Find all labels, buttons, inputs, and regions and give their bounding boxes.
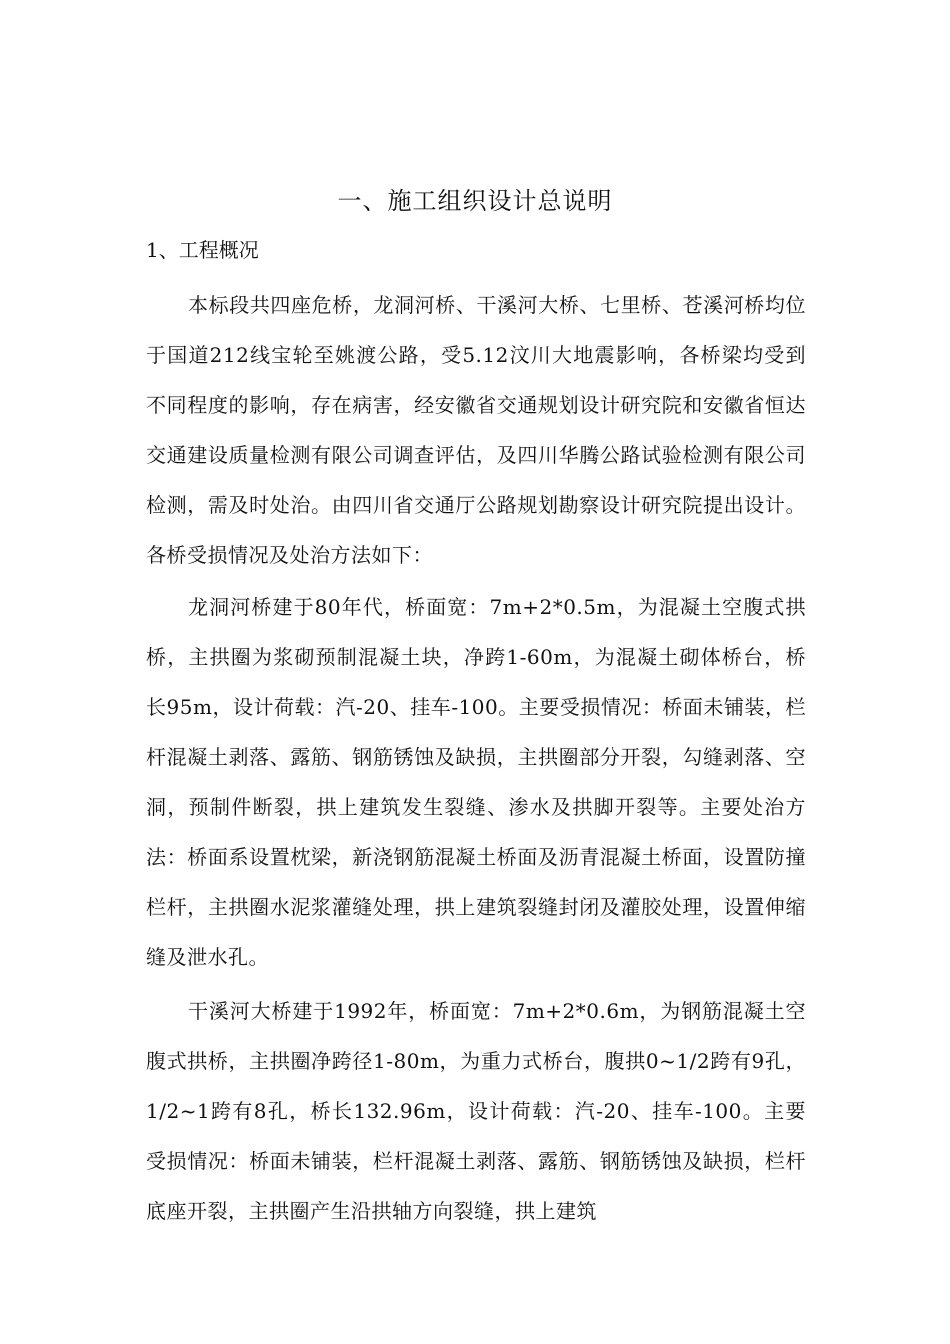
document-title: 一、施工组织设计总说明 xyxy=(337,187,613,215)
paragraph: 龙洞河桥建于80年代，桥面宽：7m+2*0.5m，为混凝土空腹式拱桥，主拱圈为浆砌预制混凝土块，净跨1-60m，为混凝土砌体桥台，桥长95m，设计荷载：汽-20、挂车-100。主要受损情况：桥面未铺装，栏杆混凝土剥落、露筋、钢筋锈蚀及缺损，主拱圈部分开裂，勾缝剥落、空洞，预制件断裂，拱上建筑发生裂缝、渗水及拱脚开裂等。主要处治方法：桥面系设置枕梁，新浇钢筋混凝土桥面及沥青混凝土桥面，设置防撞栏杆，主拱圈水泥浆灌缝处理，拱上建筑裂缝封闭及灌胶处理，设置伸缩缝及泄水孔。 xyxy=(146,595,806,969)
paragraph: 本标段共四座危桥，龙洞河桥、干溪河大桥、七里桥、苍溪河桥均位于国道212线宝轮至姚渡公路，受5.12汶川大地震影响，各桥梁均受到不同程度的影响，存在病害，经安徽省交通规划设计研究院和安徽省恒达交通建设质量检测有限公司调查评估，及四川华腾公路试验检测有限公司检测，需及时处治。由四川省交通厅公路规划勘察设计研究院提出设计。各桥受损情况及处治方法如下： xyxy=(146,293,806,567)
section-heading: 1、工程概况 xyxy=(146,238,259,262)
paragraph: 干溪河大桥建于1992年，桥面宽：7m+2*0.6m，为钢筋混凝土空腹式拱桥，主拱圈净跨径1-80m，为重力式桥台，腹拱0~1/2跨有9孔，1/2~1跨有8孔，桥长132.96m，设计荷载：汽-20、挂车-100。主要受损情况：桥面未铺装，栏杆混凝土剥落、露筋、钢筋锈蚀及缺损，栏杆底座开裂，主拱圈产生沿拱轴方向裂缝，拱上建筑 xyxy=(146,999,806,1223)
